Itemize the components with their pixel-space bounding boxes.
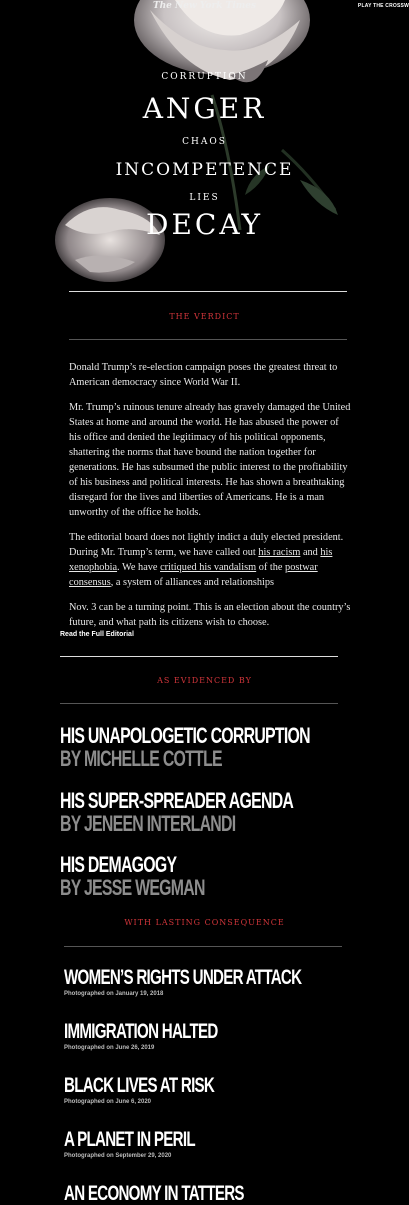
divider bbox=[69, 291, 347, 292]
editorial-paragraph: Nov. 3 can be a turning point. This is an election about the country’s future, and what path its citizens wish to choose. bbox=[69, 602, 351, 628]
essay-author: BY JENEEN INTERLANDI bbox=[60, 811, 236, 836]
essay-title: HIS UNAPOLOGETIC CORRUPTION bbox=[60, 723, 310, 748]
evidence-kicker: AS EVIDENCED BY bbox=[157, 676, 252, 685]
hero-word-chaos: CHAOS bbox=[182, 137, 227, 147]
consequence-item[interactable] bbox=[64, 1075, 273, 1105]
consequence-title: A PLANET IN PERIL bbox=[64, 1128, 195, 1151]
nyt-logo[interactable]: The New York Times bbox=[152, 1, 257, 11]
editorial-body bbox=[69, 360, 352, 640]
divider bbox=[69, 339, 347, 340]
divider bbox=[64, 946, 342, 947]
hero-word-anger: ANGER bbox=[142, 92, 267, 125]
photo-date: Photographed on January 19, 2018 bbox=[64, 991, 164, 997]
consequence-kicker: WITH LASTING CONSEQUENCE bbox=[124, 918, 285, 927]
read-full-editorial-link[interactable]: Read the Full Editorial bbox=[60, 631, 134, 638]
text-span: , a system of alliances and relationships bbox=[110, 577, 275, 588]
text-span: The editorial board does not lightly indict a duly elected president. During Mr. Trump’s term, we have called out bbox=[69, 532, 344, 558]
link-his-xenophobia[interactable]: his xenophobia bbox=[69, 547, 333, 573]
text-span: and bbox=[300, 547, 321, 558]
photo-date: Photographed on June 26, 2019 bbox=[64, 1045, 155, 1051]
masthead bbox=[0, 0, 409, 14]
consequence-item[interactable] bbox=[64, 1183, 314, 1205]
editorial-paragraph bbox=[69, 530, 352, 590]
hero-word-lies: LIES bbox=[189, 193, 220, 203]
editorial-paragraph: Mr. Trump’s ruinous tenure already has gravely damaged the United States at home and around the world. He has abused the power of his office and denied the legitimacy of his political opponents, shattering the norms that have bound the nation together for generations. He has subsumed the public interest to the profitability of his business and political interests. He has shown a breathtaking disregard for the lives and liberties of Americans. He is a man unworthy of the office he holds. bbox=[69, 402, 351, 518]
consequence-title: AN ECONOMY IN TATTERS bbox=[64, 1182, 244, 1205]
hero bbox=[0, 0, 409, 282]
photo-date: Photographed on June 6, 2020 bbox=[64, 1099, 152, 1105]
essay-link-demagogy[interactable] bbox=[60, 853, 261, 899]
essay-author: BY MICHELLE COTTLE bbox=[60, 746, 222, 771]
photo-date: Photographed on September 29, 2020 bbox=[64, 1153, 172, 1159]
consequence-title: BLACK LIVES AT RISK bbox=[64, 1074, 215, 1097]
link-his-racism[interactable]: his racism bbox=[258, 547, 301, 558]
essay-link-corruption[interactable] bbox=[60, 724, 407, 770]
link-postwar-consensus[interactable]: postwar consensus bbox=[69, 562, 318, 588]
consequence-item[interactable] bbox=[64, 1129, 246, 1159]
text-span: of the bbox=[256, 562, 286, 573]
divider bbox=[60, 656, 338, 657]
verdict-kicker: THE VERDICT bbox=[169, 312, 240, 321]
essay-title: HIS DEMAGOGY bbox=[60, 852, 177, 877]
hero-word-incompetence: INCOMPETENCE bbox=[115, 160, 294, 180]
editorial-paragraph: Donald Trump’s re-election campaign poses the greatest threat to American democracy since World War II. bbox=[69, 362, 338, 388]
hero-word-decay: DECAY bbox=[146, 208, 263, 241]
divider bbox=[60, 703, 338, 704]
consequence-item[interactable] bbox=[64, 967, 394, 997]
consequence-title: IMMIGRATION HALTED bbox=[64, 1020, 218, 1043]
text-span: . We have bbox=[117, 562, 161, 573]
essay-title: HIS SUPER-SPREADER AGENDA bbox=[60, 788, 294, 813]
essay-author: BY JESSE WEGMAN bbox=[60, 875, 205, 900]
consequence-item[interactable] bbox=[64, 1021, 277, 1051]
link-critiqued-vandalism[interactable]: critiqued his vandalism bbox=[160, 562, 257, 573]
hero-word-corruption: CORRUPTION bbox=[161, 72, 248, 82]
play-crossword-link[interactable]: PLAY THE CROSSW bbox=[357, 3, 409, 9]
essay-link-super-spreader[interactable] bbox=[60, 789, 384, 835]
consequence-title: WOMEN’S RIGHTS UNDER ATTACK bbox=[64, 966, 302, 989]
